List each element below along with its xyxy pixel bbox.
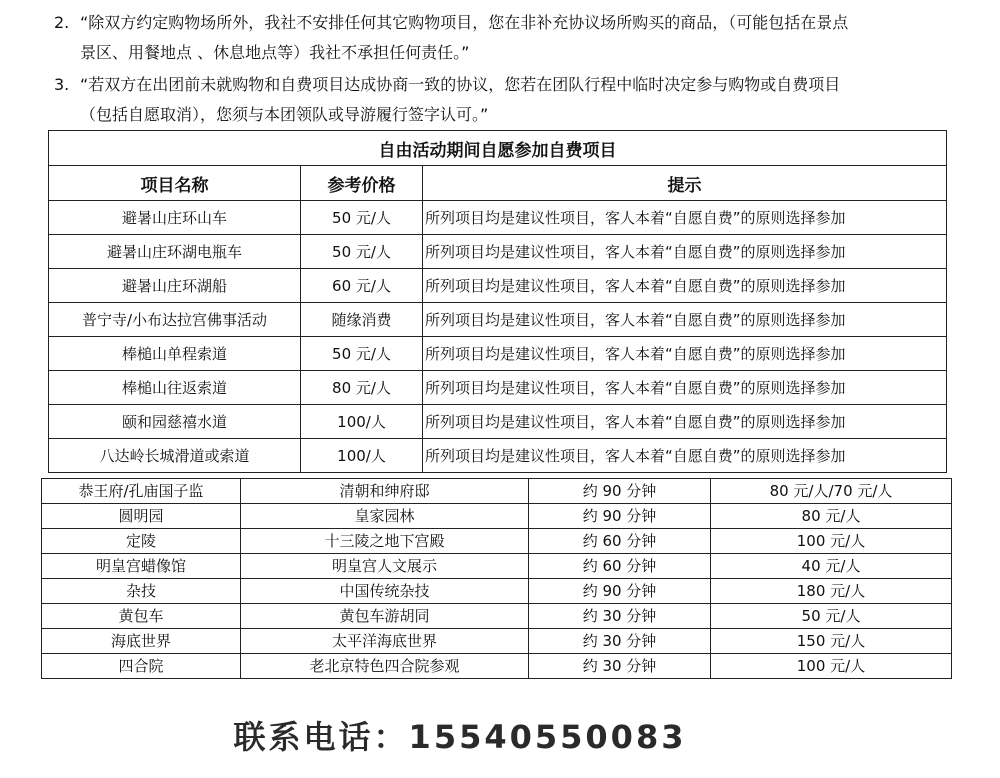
attraction-duration-cell: 约 60 分钟	[529, 529, 711, 554]
attraction-price-cell: 80 元/人/70 元/人	[711, 479, 952, 504]
item-name-cell: 普宁寺/小布达拉宫佛事活动	[49, 303, 301, 337]
table-row	[42, 604, 952, 629]
note-3	[54, 70, 954, 130]
header-tip: 提示	[423, 166, 947, 201]
attraction-price-cell: 150 元/人	[711, 629, 952, 654]
table-row	[49, 235, 947, 269]
item-tip-cell: 所列项目均是建议性项目，客人本着“自愿自费”的原则选择参加	[423, 439, 947, 473]
item-name-cell: 避暑山庄环湖船	[49, 269, 301, 303]
contact-line	[0, 712, 920, 758]
attraction-name-cell: 圆明园	[42, 504, 241, 529]
attraction-duration-cell: 约 30 分钟	[529, 654, 711, 679]
item-price-cell: 50 元/人	[301, 235, 423, 269]
table-row	[42, 579, 952, 604]
note-text-line2: （包括自愿取消），您须与本团领队或导游履行签字认可。”	[80, 105, 489, 124]
optional-items-table	[48, 130, 947, 473]
item-price-cell: 随缘消费	[301, 303, 423, 337]
table-row	[42, 629, 952, 654]
item-name-cell: 避暑山庄环湖电瓶车	[49, 235, 301, 269]
attraction-name-cell: 黄包车	[42, 604, 241, 629]
table-row	[49, 337, 947, 371]
attraction-price-cell: 50 元/人	[711, 604, 952, 629]
attraction-price-cell: 100 元/人	[711, 529, 952, 554]
table-row	[42, 654, 952, 679]
item-tip-cell: 所列项目均是建议性项目，客人本着“自愿自费”的原则选择参加	[423, 303, 947, 337]
table-row	[42, 504, 952, 529]
attraction-duration-cell: 约 90 分钟	[529, 479, 711, 504]
attraction-desc-cell: 皇家园林	[241, 504, 529, 529]
table-row	[49, 303, 947, 337]
table-row	[49, 269, 947, 303]
attraction-price-cell: 180 元/人	[711, 579, 952, 604]
item-price-cell: 100/人	[301, 405, 423, 439]
table-row	[42, 479, 952, 504]
table-row	[42, 529, 952, 554]
note-text-line1: “若双方在出团前未就购物和自费项目达成协商一致的协议，您若在团队行程中临时决定参与购物或自费项目	[80, 75, 841, 94]
attraction-desc-cell: 老北京特色四合院参观	[241, 654, 529, 679]
note-number: 3.	[54, 75, 70, 94]
attraction-name-cell: 定陵	[42, 529, 241, 554]
table-row	[49, 371, 947, 405]
attraction-name-cell: 明皇宫蜡像馆	[42, 554, 241, 579]
item-tip-cell: 所列项目均是建议性项目，客人本着“自愿自费”的原则选择参加	[423, 337, 947, 371]
attraction-desc-cell: 太平洋海底世界	[241, 629, 529, 654]
item-tip-cell: 所列项目均是建议性项目，客人本着“自愿自费”的原则选择参加	[423, 235, 947, 269]
item-tip-cell: 所列项目均是建议性项目，客人本着“自愿自费”的原则选择参加	[423, 371, 947, 405]
attraction-desc-cell: 黄包车游胡同	[241, 604, 529, 629]
table-row	[49, 439, 947, 473]
item-name-cell: 八达岭长城滑道或索道	[49, 439, 301, 473]
item-name-cell: 棒槌山单程索道	[49, 337, 301, 371]
attraction-duration-cell: 约 30 分钟	[529, 604, 711, 629]
attraction-duration-cell: 约 60 分钟	[529, 554, 711, 579]
note-number: 2.	[54, 13, 70, 32]
attraction-name-cell: 海底世界	[42, 629, 241, 654]
attraction-price-cell: 80 元/人	[711, 504, 952, 529]
attraction-price-cell: 100 元/人	[711, 654, 952, 679]
attraction-desc-cell: 明皇宫人文展示	[241, 554, 529, 579]
item-tip-cell: 所列项目均是建议性项目，客人本着“自愿自费”的原则选择参加	[423, 405, 947, 439]
header-item-name: 项目名称	[49, 166, 301, 201]
note-text-line1: “除双方约定购物场所外，我社不安排任何其它购物项目，您在非补充协议场所购买的商品，（可能包括在景点	[80, 13, 849, 32]
contact-label: 联系电话：	[233, 718, 409, 756]
attraction-name-cell: 四合院	[42, 654, 241, 679]
item-price-cell: 60 元/人	[301, 269, 423, 303]
table-title: 自由活动期间自愿参加自费项目	[49, 131, 947, 166]
table-row	[42, 554, 952, 579]
attraction-duration-cell: 约 30 分钟	[529, 629, 711, 654]
item-name-cell: 避暑山庄环山车	[49, 201, 301, 235]
attraction-duration-cell: 约 90 分钟	[529, 504, 711, 529]
attraction-name-cell: 恭王府/孔庙国子监	[42, 479, 241, 504]
item-name-cell: 棒槌山往返索道	[49, 371, 301, 405]
item-tip-cell: 所列项目均是建议性项目，客人本着“自愿自费”的原则选择参加	[423, 269, 947, 303]
header-price: 参考价格	[301, 166, 423, 201]
attraction-price-cell: 40 元/人	[711, 554, 952, 579]
table-row	[49, 201, 947, 235]
table-row	[49, 405, 947, 439]
attraction-duration-cell: 约 90 分钟	[529, 579, 711, 604]
item-price-cell: 100/人	[301, 439, 423, 473]
item-price-cell: 50 元/人	[301, 337, 423, 371]
attraction-name-cell: 杂技	[42, 579, 241, 604]
item-price-cell: 50 元/人	[301, 201, 423, 235]
attractions-table	[41, 478, 952, 679]
attraction-desc-cell: 中国传统杂技	[241, 579, 529, 604]
item-tip-cell: 所列项目均是建议性项目，客人本着“自愿自费”的原则选择参加	[423, 201, 947, 235]
attraction-desc-cell: 十三陵之地下宫殿	[241, 529, 529, 554]
note-2	[54, 8, 954, 68]
item-price-cell: 80 元/人	[301, 371, 423, 405]
contact-phone: 15540550083	[408, 718, 687, 756]
note-text-line2: 景区、用餐地点 、休息地点等）我社不承担任何责任。”	[80, 43, 470, 62]
item-name-cell: 颐和园慈禧水道	[49, 405, 301, 439]
attraction-desc-cell: 清朝和绅府邸	[241, 479, 529, 504]
